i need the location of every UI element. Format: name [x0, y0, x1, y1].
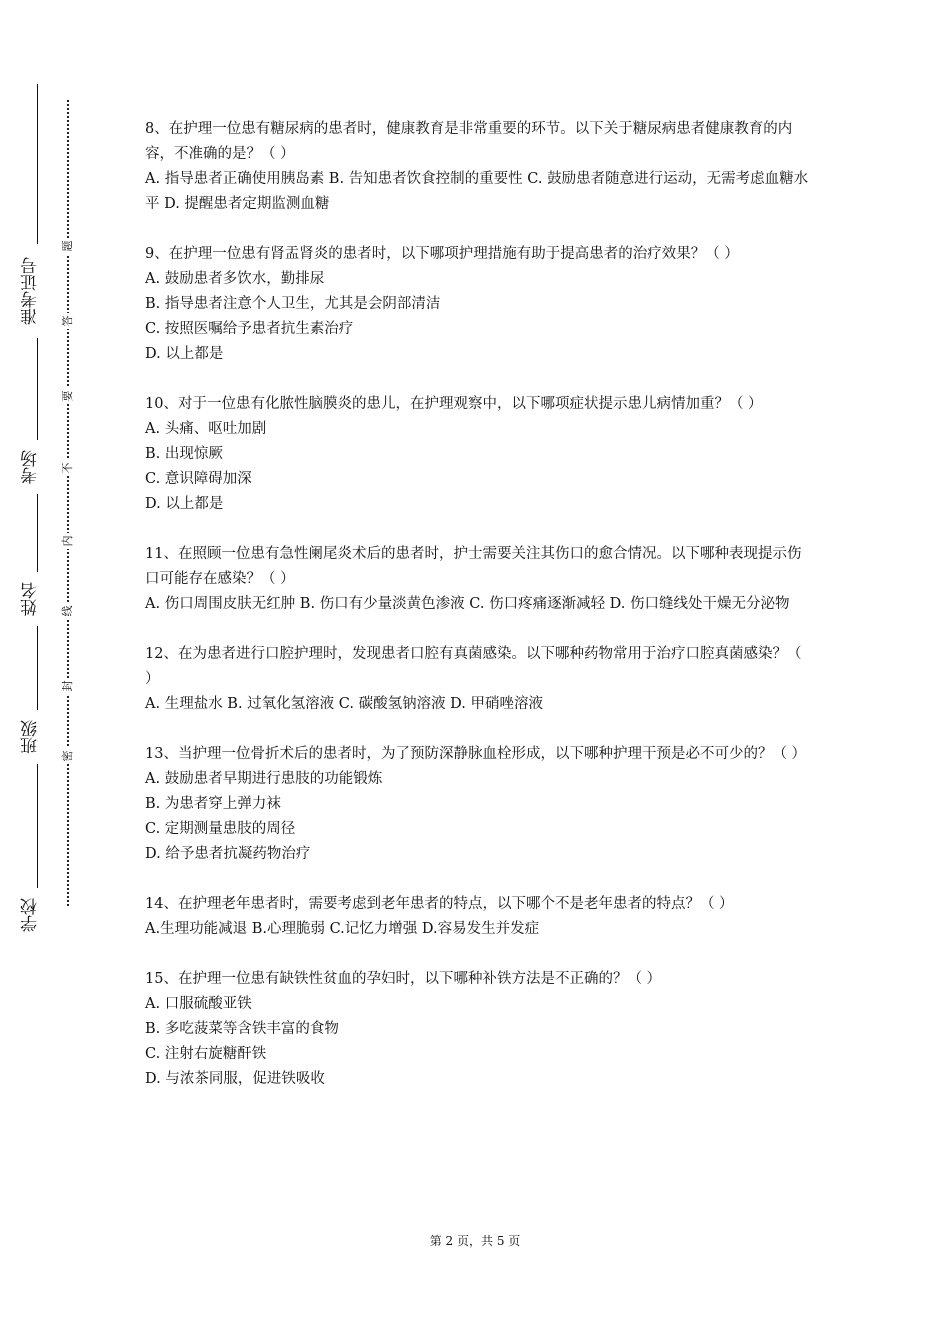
- question-8: [145, 117, 810, 217]
- question-12: [145, 642, 810, 717]
- exam-number-label: 准考证号: [21, 257, 41, 325]
- school-label: 学校: [21, 898, 41, 932]
- question-option: B. 为患者穿上弹力袜: [145, 796, 281, 812]
- question-option: A. 鼓励患者多饮水，勤排尿: [145, 271, 325, 287]
- seal-char: 不: [62, 460, 74, 476]
- field-line: [37, 626, 38, 710]
- page-footer: 第 2 页，共 5 页: [429, 1234, 521, 1248]
- question-option: C. 意识障碍加深: [145, 471, 252, 487]
- question-option: D. 给予患者抗凝药物治疗: [145, 846, 311, 862]
- name-label: 姓名: [21, 582, 41, 616]
- class-label: 班级: [21, 720, 41, 754]
- seal-dotted-line: [67, 100, 69, 906]
- question-stem: 8、在护理一位患有糖尿病的患者时，健康教育是非常重要的环节。以下关于糖尿病患者健康教育的内容，不准确的是？（ ）: [145, 121, 793, 162]
- seal-char: 密: [62, 748, 74, 764]
- field-line: [37, 764, 38, 888]
- binding-margin: [0, 0, 90, 1344]
- question-option: B. 出现惊厥: [145, 446, 223, 462]
- question-15: [145, 967, 810, 1092]
- question-option: A. 生理盐水 B. 过氧化氢溶液 C. 碳酸氢钠溶液 D. 甲硝唑溶液: [145, 696, 544, 712]
- question-stem: 14、在护理老年患者时，需要考虑到老年患者的特点，以下哪个不是老年患者的特点？（ ）: [145, 896, 734, 912]
- question-option: A. 指导患者正确使用胰岛素 B. 告知患者饮食控制的重要性 C. 鼓励患者随意进行运动，无需考虑血糖水平 D. 提醒患者定期监测血糖: [145, 171, 809, 212]
- question-option: C. 定期测量患肢的周径: [145, 821, 296, 837]
- exam-room-label: 考场: [21, 450, 41, 484]
- question-stem: 11、在照顾一位患有急性阑尾炎术后的患者时，护士需要关注其伤口的愈合情况。以下哪种表现提示伤口可能存在感染？（ ）: [145, 546, 802, 587]
- question-option: D. 以上都是: [145, 496, 224, 512]
- question-stem: 12、在为患者进行口腔护理时，发现患者口腔有真菌感染。以下哪种药物常用于治疗口腔真菌感染？（ ）: [145, 646, 802, 687]
- question-option: A. 伤口周围皮肤无红肿 B. 伤口有少量淡黄色渗液 C. 伤口疼痛逐渐减轻 D. 伤口缝线处干燥无分泌物: [145, 596, 790, 612]
- question-stem: 13、当护理一位骨折术后的患者时，为了预防深静脉血栓形成，以下哪种护理干预是必不可少的？（ ）: [145, 746, 807, 762]
- question-14: [145, 892, 810, 942]
- question-stem: 9、在护理一位患有肾盂肾炎的患者时，以下哪项护理措施有助于提高患者的治疗效果？（ ）: [145, 246, 739, 262]
- question-stem: 15、在护理一位患有缺铁性贫血的孕妇时，以下哪种补铁方法是不正确的？（ ）: [145, 971, 662, 987]
- question-option: A. 头痛、呕吐加剧: [145, 421, 267, 437]
- field-line: [37, 494, 38, 572]
- question-11: [145, 542, 810, 617]
- question-option: C. 注射右旋糖酐铁: [145, 1046, 267, 1062]
- question-option: C. 按照医嘱给予患者抗生素治疗: [145, 321, 354, 337]
- question-option: A. 口服硫酸亚铁: [145, 996, 252, 1012]
- seal-char: 题: [62, 238, 74, 254]
- question-10: [145, 392, 810, 517]
- question-stem: 10、对于一位患有化脓性脑膜炎的患儿，在护理观察中，以下哪项症状提示患儿病情加重？（ ）: [145, 396, 763, 412]
- question-list: [145, 117, 810, 1117]
- question-13: [145, 742, 810, 867]
- question-option: B. 多吃菠菜等含铁丰富的食物: [145, 1021, 339, 1037]
- question-option: D. 与浓茶同服，促进铁吸收: [145, 1071, 325, 1087]
- seal-char: 答: [62, 313, 74, 329]
- question-option: B. 指导患者注意个人卫生，尤其是会阴部清洁: [145, 296, 441, 312]
- seal-char: 封: [62, 678, 74, 694]
- field-line: [37, 338, 38, 440]
- question-9: [145, 242, 810, 367]
- seal-char: 要: [62, 388, 74, 404]
- question-option: A.生理功能减退 B.心理脆弱 C.记忆力增强 D.容易发生并发症: [145, 921, 540, 937]
- seal-char: 线: [62, 603, 74, 619]
- question-option: A. 鼓励患者早期进行患肢的功能锻炼: [145, 771, 383, 787]
- field-line: [37, 84, 38, 244]
- seal-char: 内: [62, 533, 74, 549]
- question-option: D. 以上都是: [145, 346, 224, 362]
